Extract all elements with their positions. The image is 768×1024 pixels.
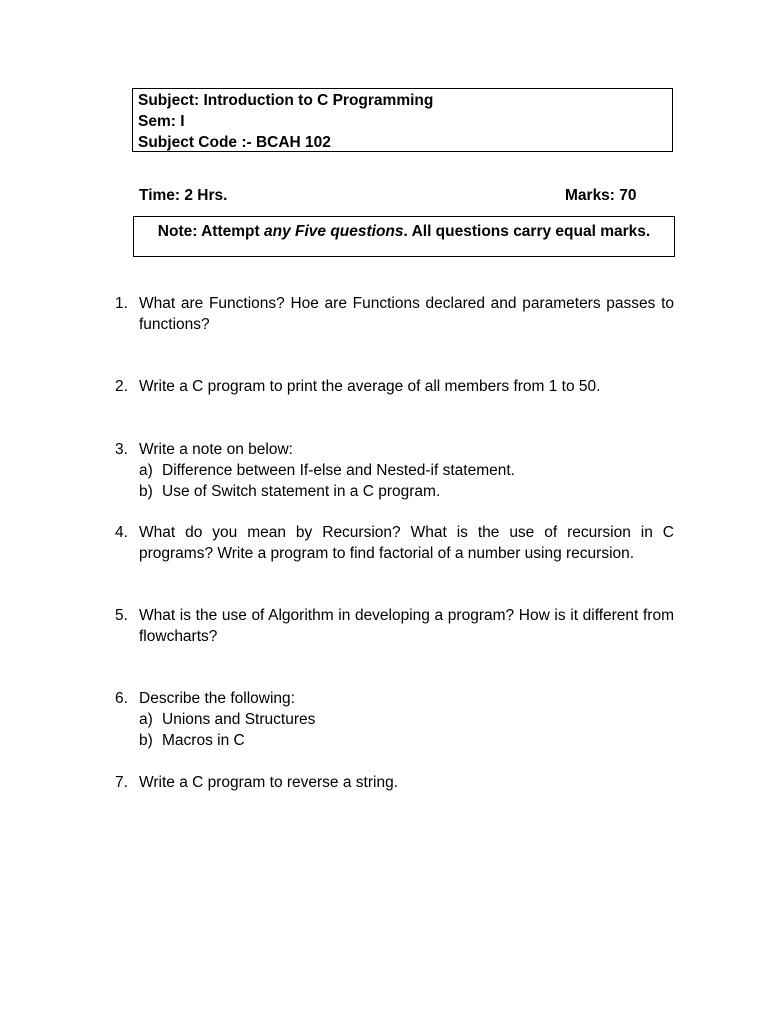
question-text: What do you mean by Recursion? What is the use of recursion in C programs? Write a program to find factorial of a number using recursion. (139, 524, 674, 562)
exam-marks: Marks: 70 (565, 187, 637, 204)
instructions-note (133, 216, 675, 257)
sub-item (139, 460, 674, 481)
note-suffix: . All questions carry equal marks. (403, 223, 651, 240)
question-number: 2. (115, 378, 128, 395)
question-text: Write a C program to reverse a string. (139, 774, 398, 791)
exam-time: Time: 2 Hrs. (139, 187, 228, 204)
question-7 (115, 772, 674, 793)
question-text: What is the use of Algorithm in developing a program? How is it different from flowcharts? (139, 607, 674, 645)
question-text: Describe the following: (139, 690, 295, 707)
question-number: 7. (115, 774, 128, 791)
sub-item (139, 709, 674, 730)
sub-item (139, 481, 674, 502)
sub-item-text: Use of Switch statement in a C program. (162, 483, 441, 500)
question-text: Write a C program to print the average of all members from 1 to 50. (139, 378, 601, 395)
subject-line: Subject: Introduction to C Programming (138, 92, 434, 109)
question-6 (115, 688, 674, 751)
question-number: 6. (115, 690, 128, 707)
question-3 (115, 439, 674, 502)
semester-line: Sem: I (138, 113, 185, 130)
question-5 (115, 605, 674, 647)
question-text: Write a note on below: (139, 441, 293, 458)
question-number: 3. (115, 441, 128, 458)
question-4 (115, 522, 674, 564)
question-text: What are Functions? Hoe are Functions declared and parameters passes to functions? (139, 295, 674, 333)
sub-item-text: Unions and Structures (162, 711, 316, 728)
sub-item-letter: a) (139, 711, 153, 728)
question-1 (115, 293, 674, 335)
question-number: 4. (115, 524, 128, 541)
sub-item-letter: b) (139, 732, 153, 749)
subject-header-box (132, 88, 673, 152)
sub-item-text: Macros in C (162, 732, 245, 749)
sub-item (139, 730, 674, 751)
question-2 (115, 376, 674, 397)
question-number: 1. (115, 295, 128, 312)
sub-item-letter: a) (139, 462, 153, 479)
subject-code-line: Subject Code :- BCAH 102 (138, 134, 331, 151)
question-number: 5. (115, 607, 128, 624)
sub-item-letter: b) (139, 483, 153, 500)
sub-item-text: Difference between If-else and Nested-if statement. (162, 462, 515, 479)
note-emphasis: any Five questions (263, 223, 404, 240)
note-prefix: Note: Attempt (157, 223, 264, 240)
